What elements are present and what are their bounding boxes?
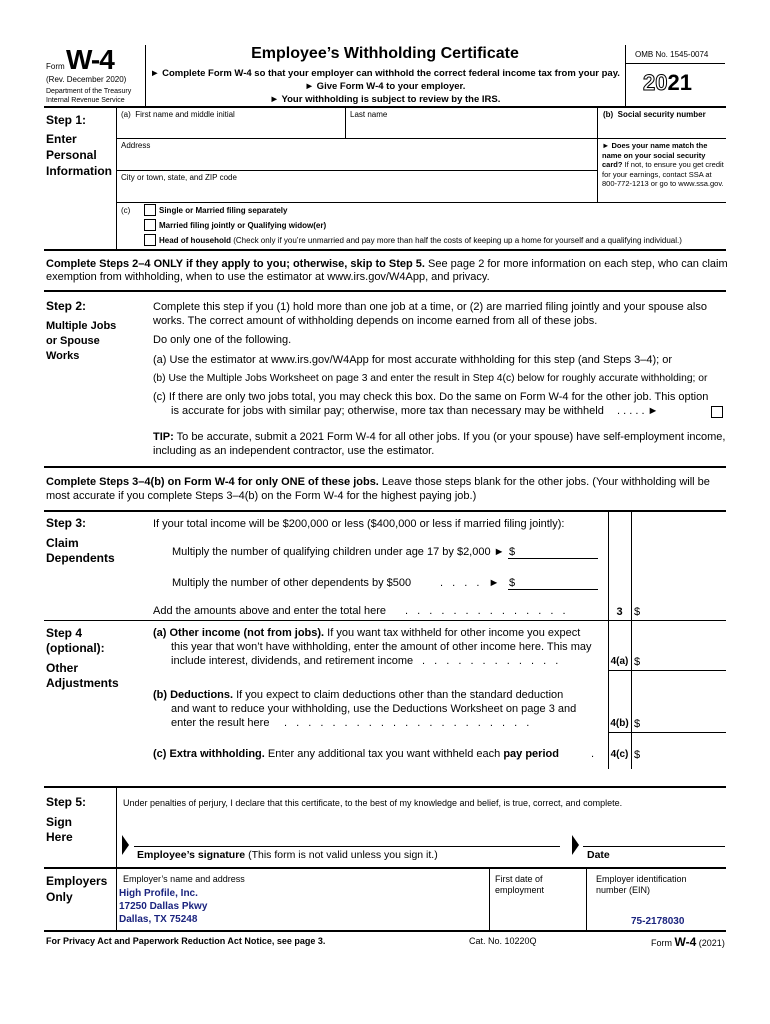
line-4b-dollar: $ [634,718,641,730]
footer-form-number: W-4 [674,935,697,949]
ein-label-1: Employer identification [596,874,687,884]
address-label: Address [121,141,151,150]
signature-label-rest: (This form is not valid unless you sign it.) [245,849,438,861]
other-income-dots: . . . . . . . . . . . . [422,655,562,667]
head-of-household-checkbox[interactable] [144,234,156,246]
single-option-label [159,206,287,215]
step2-option-c-dots: . . . . . ► [617,405,659,417]
other-dependents-dots: . . . . ► [440,577,503,589]
line-3-dollar: $ [634,606,641,618]
instruction-line-2: ► Give Form W-4 to your employer. [304,81,466,92]
step2-title-3: Works [46,350,80,362]
extra-withholding-rest: Enter any additional tax you want withheld each [264,748,504,760]
field-b-label: (b) [603,110,614,119]
line-4a-input[interactable] [642,653,724,669]
deductions-line2: and want to reduce your withholding, use the Deductions Worksheet on page 3 and [171,703,577,715]
employee-signature-input[interactable] [136,828,558,846]
first-name-label: First name and middle initial [135,110,235,119]
step5-heading: Step 5: [46,795,87,809]
omb-number: OMB No. 1545-0074 [635,50,709,59]
form-number: W-4 [66,44,114,75]
first-date-label-1: First date of [495,874,543,884]
line-4c-number: 4(c) [610,749,629,760]
privacy-notice: For Privacy Act and Paperwork Reduction Act Notice, see page 3. [46,936,326,946]
other-income-bold: (a) Other income (not from jobs). [153,627,325,639]
city-input[interactable] [117,183,596,201]
last-name-label: Last name [350,110,388,119]
steps-3-4-rest: Leave those steps blank for the other jobs. (Your withholding will be most accurate if you complete Steps 3–4(b) on the Form W-4 for the highest paying job.) [46,476,710,502]
hoh-option-label [159,236,682,245]
step1-title-2: Personal [46,148,97,162]
agency: Internal Revenue Service [46,97,125,104]
line-4a-dollar: $ [634,656,641,668]
step4-title-2: Adjustments [46,676,119,690]
step1-title-1: Enter [46,132,77,146]
employer-ein[interactable]: 75-2178030 [631,916,685,927]
first-date-label-2: employment [495,885,545,895]
step3-intro: If your total income will be $200,000 or less ($400,000 or less if married filing jointly): [153,518,565,530]
steps-3-4-bold: Complete Steps 3–4(b) on Form W-4 for only ONE of these jobs. [46,476,379,488]
other-income-rest1: If you want tax withheld for other income you expect [324,627,581,639]
ssn-note-rest: If not, to ensure you get credit for your earnings, contact SSA at 800-772-1213 or go to www.ssa.gov. [602,160,724,188]
footer-form-word: Form [651,938,672,948]
married-option-label: Married filing jointly or Qualifying widow(er) [159,221,327,230]
deductions-line1 [153,689,563,701]
tax-year [643,70,692,96]
ssn-label: Social security number [617,110,706,119]
instruction-line-3: ► Your withholding is subject to review by the IRS. [269,94,501,105]
steps-3-4-note [46,475,728,503]
signature-label-bold: Employee’s signature [137,849,246,861]
step2-tip [153,430,727,458]
hoh-bold: Head of household [159,236,231,245]
employers-heading-2: Only [46,890,73,904]
step2-option-c-line2: is accurate for jobs with similar pay; otherwise, more tax than necessary may be withheld [171,405,604,417]
two-jobs-checkbox[interactable] [711,406,723,418]
footer-form-id [651,935,725,949]
single-option-text: Single or Married filing separately [159,206,288,215]
step5-title-1: Sign [46,815,72,829]
employer-city[interactable]: Dallas, TX 75248 [119,914,198,925]
step3-title-2: Dependents [46,551,115,565]
line-3-number: 3 [616,606,623,618]
other-income-line2: this year that won’t have withholding, enter the amount of other income here. This may [171,641,592,653]
year-bold: 21 [667,70,692,95]
address-input[interactable] [117,151,596,169]
tip-rest: To be accurate, submit a 2021 Form W-4 for all other jobs. If you (or your spouse) have self-employment income, including as an independent contractor, use the estimator. [153,431,726,457]
ein-label-2: number (EIN) [596,885,651,895]
tip-bold: TIP: [153,431,174,443]
date-label: Date [587,849,610,861]
step2-option-a: (a) Use the estimator at www.irs.gov/W4App for most accurate withholding for this step (and Steps 3–4); or [153,354,673,366]
other-dependents-dollar: $ [509,577,516,589]
catalog-number: Cat. No. 10220Q [469,936,537,946]
first-name-input[interactable] [117,120,345,137]
line-4a-number: 4(a) [610,656,629,667]
extra-withholding-dots: . [591,748,595,760]
signature-label [137,849,438,861]
step5-title-2: Here [46,830,73,844]
employer-name[interactable]: High Profile, Inc. [119,888,198,899]
step4-title-1: Other [46,661,79,675]
city-label: City or town, state, and ZIP code [121,173,237,182]
step2-title-2: or Spouse [46,335,100,347]
line-4c-dollar: $ [634,749,641,761]
steps-2-4-bold: Complete Steps 2–4 ONLY if they apply to you; otherwise, skip to Step 5. [46,258,425,270]
revision-date: (Rev. December 2020) [46,75,127,84]
field-a-label: (a) [121,110,131,119]
step2-title-1: Multiple Jobs [46,320,117,332]
sign-arrow-icon [122,835,129,855]
step2-do-only: Do only one of the following. [153,334,292,346]
department: Department of the Treasury [46,88,132,95]
step1-title-3: Information [46,164,112,178]
deductions-line3: enter the result here [171,717,270,729]
employer-name-label: Employer’s name and address [123,874,245,884]
other-income-line1 [153,627,580,639]
children-label: Multiply the number of qualifying children under age 17 by $2,000 ► [172,546,505,558]
step2-option-b: (b) Use the Multiple Jobs Worksheet on page 3 and enter the result in Step 4(c) below for roughly accurate withholding; or [153,373,708,384]
other-dependents-amount-input[interactable] [518,574,598,589]
deductions-dots: . . . . . . . . . . . . . . . . . . . . . [284,717,533,729]
extra-withholding-bold: (c) Extra withholding. [153,748,265,760]
year-outline: 20 [643,70,668,95]
form-word: Form [46,62,65,71]
steps-2-4-note [46,258,728,284]
date-arrow-icon [572,835,579,855]
step2-option-c-line1: (c) If there are only two jobs total, you may check this box. Do the same on Form W-4 for the other job. This option [153,391,709,403]
step1-heading: Step 1: [46,113,87,127]
employers-heading-1: Employers [46,874,108,888]
field-c-label: (c) [121,206,131,215]
deductions-bold: (b) Deductions. [153,689,234,701]
last-name-input[interactable] [346,120,596,137]
step2-heading: Step 2: [46,299,87,313]
step3-heading: Step 3: [46,516,87,530]
extra-withholding-label [153,748,559,760]
line-4b-input[interactable] [642,715,724,731]
steps-2-4-rest: See page 2 for more information on each step, who can claim exemption from withholding, when to use the estimator at www.irs.gov/W4App, and privacy. [46,258,728,283]
children-dollar: $ [509,546,516,558]
line-4b-number: 4(b) [610,718,629,729]
other-income-line3: include interest, dividends, and retirement income [171,655,414,667]
form-title: Employee’s Withholding Certificate [251,45,519,62]
footer-year: (2021) [698,938,725,948]
ssn-input[interactable] [598,120,725,137]
ssn-note [602,141,726,189]
step4-heading-optional: (optional): [46,641,105,655]
deductions-rest1: If you expect to claim deductions other than the standard deduction [233,689,564,701]
line-3-total-input[interactable] [642,603,724,619]
step3-total-dots: . . . . . . . . . . . . . . [405,605,569,617]
step2-intro: Complete this step if you (1) hold more than one job at a time, or (2) are married filing jointly and your spouse also works. The correct amount of withholding depends on income earned from all of these jobs. [153,301,707,327]
employer-street[interactable]: 17250 Dallas Pkwy [119,901,208,912]
perjury-statement: Under penalties of perjury, I declare that this certificate, to the best of my knowledge and belief, is true, correct, and complete. [123,798,623,808]
step3-total-label: Add the amounts above and enter the total here [153,605,386,617]
hoh-rest: (Check only if you’re unmarried and pay more than half the costs of keeping up a home for yourself and a qualifying individual.) [231,236,682,245]
instruction-line-1: ► Complete Form W-4 so that your employer can withhold the correct federal income tax from your pay. [150,68,620,79]
pay-period-bold: pay period [503,748,559,760]
other-dependents-label: Multiply the number of other dependents by $500 [172,577,412,589]
married-checkbox[interactable] [144,219,156,231]
step3-title-1: Claim [46,536,79,550]
first-date-input[interactable] [492,898,584,926]
step4-heading: Step 4 [46,626,83,640]
date-input[interactable] [585,828,723,846]
single-checkbox[interactable] [144,204,156,216]
children-amount-input[interactable] [518,543,598,558]
ssn-note-bold: ► Does your name match the name on your social security card? [602,141,708,169]
line-4c-input[interactable] [642,746,724,762]
